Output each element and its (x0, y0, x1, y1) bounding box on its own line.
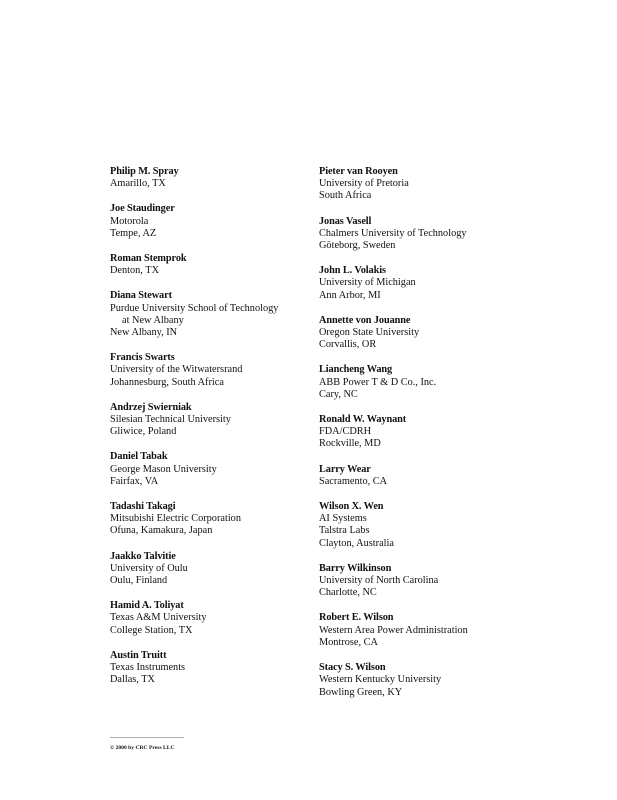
contributor-entry (110, 352, 310, 389)
contributor-affiliation-line: Western Kentucky University (319, 674, 442, 686)
contributor-affiliation-line: University of North Carolina (319, 575, 439, 587)
contributor-affiliation-line: Ofuna, Kamakura, Japan (110, 525, 213, 537)
contributor-affiliation-line: Oulu, Finland (110, 575, 168, 587)
contributor-affiliation-line: Texas Instruments (110, 662, 186, 674)
contributor-affiliation-line: Montrose, CA (319, 636, 378, 648)
copyright-notice: © 2000 by CRC Press LLC (110, 745, 175, 751)
contributor-name: Andrzej Swierniak (110, 401, 192, 413)
contributor-entry (110, 600, 310, 637)
contributor-name: Larry Wear (319, 463, 371, 475)
contributor-entry (319, 265, 519, 302)
contributor-affiliation-line: Rockville, MD (319, 438, 381, 450)
contributor-affiliation-line: Amarillo, TX (110, 178, 166, 190)
contributor-entry (110, 203, 310, 240)
contributor-name: Liancheng Wang (319, 364, 393, 376)
contributor-affiliation-line: at New Albany (122, 314, 184, 326)
contributors-column-right (319, 166, 519, 712)
contributor-affiliation-line: Western Area Power Administration (319, 624, 468, 636)
contributor-entry (319, 501, 519, 550)
contributor-affiliation-line: University of the Witwatersrand (110, 364, 243, 376)
contributor-name: Robert E. Wilson (319, 612, 394, 624)
contributor-affiliation-line: Purdue University School of Technology (110, 302, 279, 314)
contributor-affiliation-line: Texas A&M University (110, 612, 207, 624)
contributor-name: Roman Stemprok (110, 253, 187, 265)
contributor-affiliation-line: Cary, NC (319, 388, 358, 400)
contributor-entry (319, 315, 519, 352)
contributor-name: Stacy S. Wilson (319, 662, 386, 674)
contributor-affiliation-line: Mitsubishi Electric Corporation (110, 513, 241, 525)
contributor-affiliation-line: Ann Arbor, MI (319, 289, 381, 301)
contributor-affiliation-line: Johannesburg, South Africa (110, 376, 224, 388)
contributor-affiliation-line: University of Michigan (319, 277, 416, 289)
contributor-entry (110, 253, 310, 277)
contributor-affiliation-line: Tempe, AZ (110, 227, 157, 239)
contributor-name: Austin Truitt (110, 649, 167, 661)
contributor-name: Annette von Jouanne (319, 314, 411, 326)
contributor-affiliation-line: Denton, TX (110, 265, 160, 277)
contributor-entry (319, 612, 519, 649)
contributor-affiliation-line: Chalmers University of Technology (319, 227, 467, 239)
contributor-affiliation-line: FDA/CDRH (319, 426, 372, 438)
contributor-name: Joe Staudinger (110, 203, 175, 215)
contributor-affiliation-line: Bowling Green, KY (319, 686, 403, 698)
contributor-entry (319, 364, 519, 401)
contributor-name: Pieter van Rooyen (319, 166, 398, 177)
contributor-affiliation-line: ABB Power T & D Co., Inc. (319, 376, 437, 388)
contributor-name: Wilson X. Wen (319, 501, 384, 513)
contributor-name: Jaakko Talvitie (110, 550, 176, 562)
contributor-affiliation-line: University of Oulu (110, 562, 188, 574)
contributor-affiliation-line: Fairfax, VA (110, 475, 159, 487)
contributor-name: Philip M. Spray (110, 166, 179, 177)
contributor-name: Diana Stewart (110, 290, 172, 302)
contributor-entry (319, 166, 519, 203)
contributor-entry (319, 662, 519, 699)
contributor-affiliation-line: Charlotte, NC (319, 587, 377, 599)
contributor-entry (110, 402, 310, 439)
contributor-affiliation-line: Silesian Technical University (110, 414, 231, 426)
contributor-affiliation-line: South Africa (319, 190, 372, 202)
contributor-name: Barry Wilkinson (319, 562, 392, 574)
contributor-name: Jonas Vasell (319, 215, 372, 227)
contributor-entry (319, 464, 519, 488)
contributor-entry (110, 451, 310, 488)
contributor-affiliation-line: Gliwice, Poland (110, 426, 177, 438)
contributor-entry (110, 290, 310, 339)
contributor-affiliation-line: Sacramento, CA (319, 475, 388, 487)
contributor-affiliation-line: Göteborg, Sweden (319, 240, 396, 252)
contributor-entry (110, 551, 310, 588)
contributor-entry (110, 166, 310, 190)
contributor-affiliation-line: University of Pretoria (319, 178, 409, 190)
contributor-affiliation-line: Dallas, TX (110, 674, 155, 686)
contributor-name: Daniel Tabak (110, 451, 168, 463)
contributor-affiliation-line: Corvallis, OR (319, 339, 377, 351)
contributor-affiliation-line: Talstra Labs (319, 525, 370, 537)
contributor-affiliation-line: Motorola (110, 215, 149, 227)
contributors-column-left (110, 166, 310, 700)
contributor-entry (319, 216, 519, 253)
contributor-affiliation-line: New Albany, IN (110, 327, 178, 339)
contributor-name: Hamid A. Toliyat (110, 600, 184, 612)
contributor-entry (110, 501, 310, 538)
contributor-affiliation-line: Clayton, Australia (319, 537, 394, 549)
contributor-affiliation-line: AI Systems (319, 513, 367, 525)
contributor-affiliation-line: College Station, TX (110, 624, 193, 636)
contributor-entry (319, 563, 519, 600)
contributor-entry (319, 414, 519, 451)
contributor-entry (110, 650, 310, 687)
contributor-name: Francis Swarts (110, 352, 175, 364)
contributor-affiliation-line: George Mason University (110, 463, 217, 475)
contributor-name: Ronald W. Waynant (319, 414, 407, 426)
contributor-name: John L. Volakis (319, 265, 386, 277)
contributor-affiliation-line: Oregon State University (319, 327, 420, 339)
contributor-name: Tadashi Takagi (110, 501, 176, 513)
footer-divider (110, 737, 184, 738)
